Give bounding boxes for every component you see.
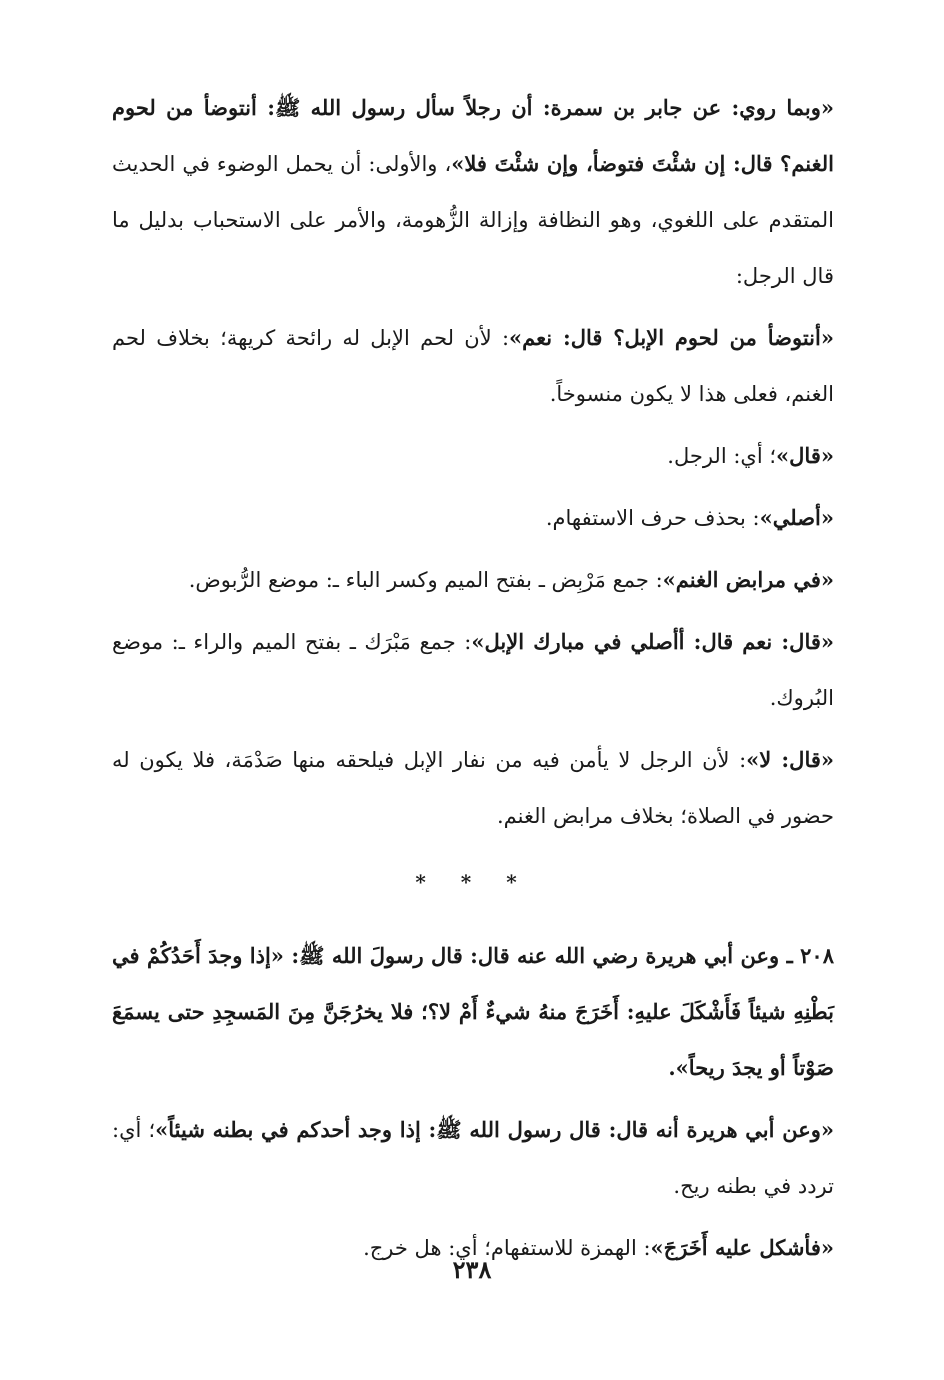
quoted-text: «وعن أبي هريرة أنه قال: قال رسول الله ﷺ: إذا وجد أحدكم في بطنه شيئاً» bbox=[155, 1117, 834, 1142]
commentary-paragraph-1 bbox=[112, 1102, 834, 1214]
explanation-text: : الهمزة للاستفهام؛ أي: هل خرج. bbox=[363, 1236, 651, 1260]
hadith-paragraph bbox=[112, 928, 834, 1096]
paragraph-4 bbox=[112, 490, 834, 546]
explanation-text: : جمع مَبْرَك ـ بفتح الميم والراء ـ: موضع البُروك. bbox=[112, 630, 834, 710]
paragraph-6 bbox=[112, 614, 834, 726]
quoted-text: «أنتوضأ من لحوم الإبل؟ قال: نعم» bbox=[509, 325, 834, 350]
explanation-text: : جمع مَرْبِض ـ بفتح الميم وكسر الباء ـ: موضع الرُّبوض. bbox=[188, 568, 663, 592]
explanation-text: ؛ أي: تردد في بطنه ريح. bbox=[112, 1118, 834, 1198]
section-separator: * * * bbox=[415, 870, 531, 894]
hadith-text: ٢٠٨ ـ وعن أبي هريرة رضي الله عنه قال: قال رسولَ الله ﷺ: «إذا وجدَ أَحَدُكُمْ في بَطْنِهِ شيئاً فَأَشْكَلَ عليهِ: أَخَرَجَ منهُ شيءٌ أَمْ لا؟؛ فلا يخرُجَنَّ مِنَ المَسجِدِ حتى يسمَعَ صَوْتاً أو يجدَ ريحاً». bbox=[112, 943, 834, 1080]
quoted-text: «قال» bbox=[776, 443, 834, 468]
quoted-text: «في مرابض الغنم» bbox=[662, 567, 834, 592]
paragraph-7 bbox=[112, 732, 834, 844]
paragraph-3 bbox=[112, 428, 834, 484]
quoted-text: «قال: لا» bbox=[746, 747, 835, 772]
explanation-text: : بحذف حرف الاستفهام. bbox=[545, 506, 760, 530]
explanation-text: : لأن الرجل لا يأمن فيه من نفار الإبل فيلحقه منها صَدْمَة، فلا يكون له حضور في الصلاة؛ بخلاف مرابض الغنم. bbox=[112, 748, 834, 828]
paragraph-5 bbox=[112, 552, 834, 608]
explanation-text: : لأن لحم الإبل له رائحة كريهة؛ بخلاف لحم الغنم، فعلى هذا لا يكون منسوخاً. bbox=[112, 326, 834, 406]
paragraph-1 bbox=[112, 80, 834, 304]
explanation-text: ، والأولى: أن يحمل الوضوء في الحديث المتقدم على اللغوي، وهو النظافة وإزالة الزُّهومة، والأمر على الاستحباب بدليل ما قال الرجل: bbox=[112, 152, 834, 288]
page-number: ٢٣٨ bbox=[452, 1255, 492, 1284]
quoted-text: «أصلي» bbox=[759, 505, 834, 530]
main-text-block bbox=[112, 80, 834, 1282]
explanation-text: ؛ أي: الرجل. bbox=[667, 444, 777, 468]
quoted-text: «قال: نعم قال: أأصلي في مبارك الإبل» bbox=[471, 629, 835, 654]
quoted-text: «وبما روي: عن جابر بن سمرة: أن رجلاً سأل رسول الله ﷺ: أنتوضأ من لحوم الغنم؟ قال: إن شئْتَ فتوضأ، وإن شئْتَ فلا» bbox=[112, 95, 834, 176]
paragraph-2 bbox=[112, 310, 834, 422]
quoted-text: «فأشكل عليه أَخَرَجَ» bbox=[650, 1235, 834, 1260]
